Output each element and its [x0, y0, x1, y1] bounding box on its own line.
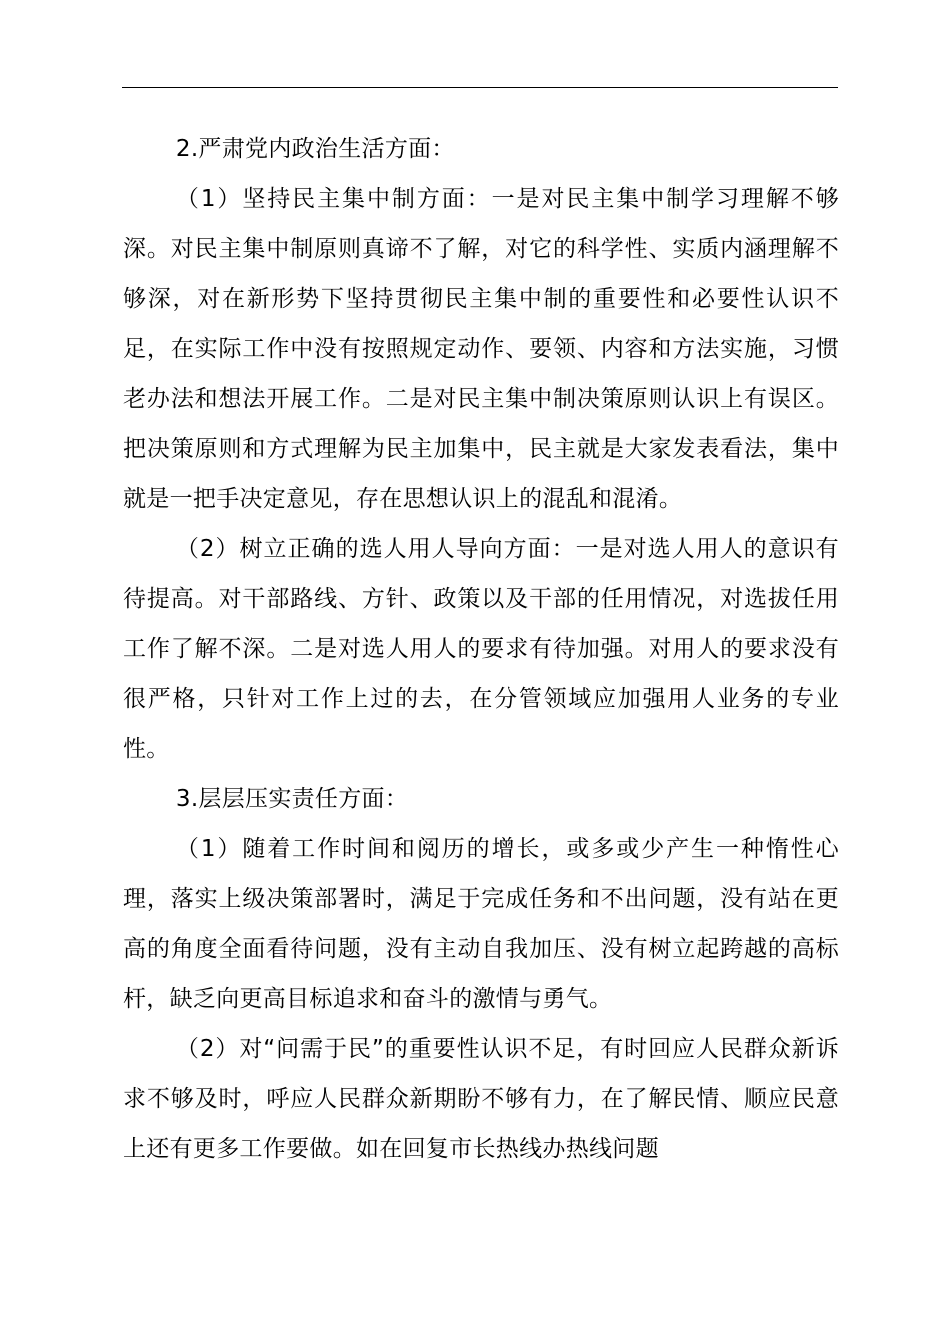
section-heading-3: 3.层层压实责任方面： [175, 786, 409, 812]
paragraph-democratic-centralism: （1）坚持民主集中制方面：一是对民主集中制学习理解不够深。对民主集中制原则真谛不了解，对它的科学性、实质内涵理解不够深，对在新形势下坚持贯彻民主集中制的重要性和必要性认识不足，在实际工作中没有按照规定动作、要领、内容和方法实施，习惯老办法和想法开展工作。二是对民主集中制决策原则认识上有误区。把决策原则和方式理解为民主加集中，民主就是大家发表看法，集中就是一把手决定意见，存在思想认识上的混乱和混淆。 [123, 186, 839, 512]
paragraph-public-needs: （2）对“问需于民”的重要性认识不足，有时回应人民群众新诉求不够及时，呼应人民群众新期盼不够有力，在了解民情、顺应民意上还有更多工作要做。如在回复市长热线办热线问题 [123, 1036, 839, 1162]
paragraph-personnel-selection: （2）树立正确的选人用人导向方面：一是对选人用人的意识有待提高。对干部路线、方针、政策以及干部的任用情况，对选拔任用工作了解不深。二是对选人用人的要求有待加强。对用人的要求没有很严格，只针对工作上过的去，在分管领域应加强用人业务的专业性。 [123, 536, 839, 762]
section-heading-2: 2.严肃党内政治生活方面： [175, 136, 455, 162]
paragraph-work-inertia: （1）随着工作时间和阅历的增长，或多或少产生一种惰性心理，落实上级决策部署时，满足于完成任务和不出问题，没有站在更高的角度全面看待问题，没有主动自我加压、没有树立起跨越的高标杆，缺乏向更高目标追求和奋斗的激情与勇气。 [123, 836, 839, 1012]
document-body [123, 124, 839, 1174]
header-rule [122, 87, 838, 88]
